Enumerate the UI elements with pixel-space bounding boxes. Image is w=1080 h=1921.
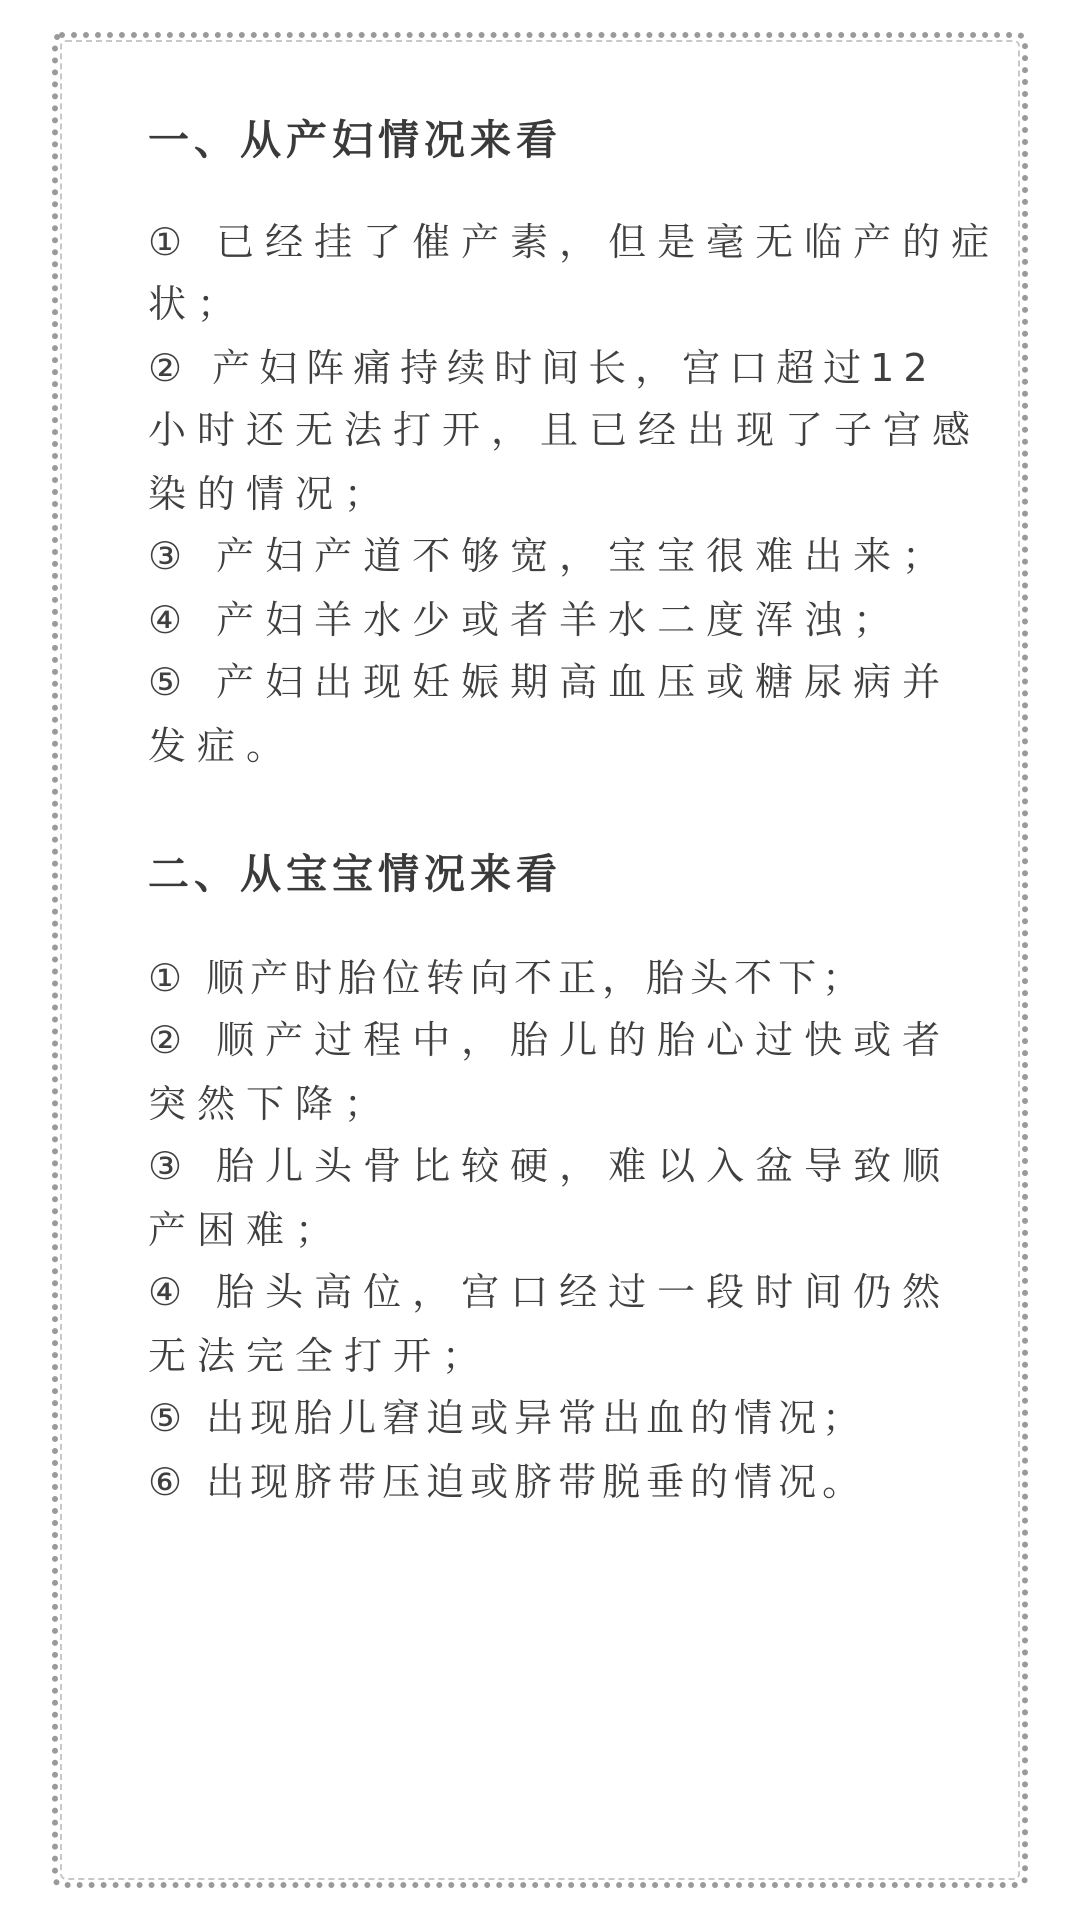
list-item-line: 产困难； bbox=[148, 1208, 345, 1252]
list-item-line: ⑤ 出现胎儿窘迫或异常出血的情况； bbox=[148, 1396, 867, 1440]
list-item-line: 小时还无法打开，且已经出现了子宫感 bbox=[148, 408, 982, 452]
list-item-line: ④ 胎头高位，宫口经过一段时间仍然 bbox=[148, 1270, 952, 1314]
list-item-line: 无法完全打开； bbox=[148, 1334, 492, 1378]
list-item-line: 发症。 bbox=[148, 724, 296, 768]
section-title-baby: 二、从宝宝情况来看 bbox=[148, 850, 562, 898]
list-item-line: 突然下降； bbox=[148, 1082, 394, 1126]
list-item-line: ① 顺产时胎位转向不正，胎头不下； bbox=[148, 956, 867, 1000]
list-item-line: ③ 胎儿头骨比较硬，难以入盆导致顺 bbox=[148, 1144, 952, 1188]
section-title-mother: 一、从产妇情况来看 bbox=[148, 116, 562, 164]
list-item-line: ② 产妇阵痛持续时间长，宫口超过12 bbox=[148, 346, 937, 390]
list-item-line: ⑥ 出现脐带压迫或脐带脱垂的情况。 bbox=[148, 1460, 867, 1504]
list-item-line: ③ 产妇产道不够宽，宝宝很难出来； bbox=[148, 534, 952, 578]
list-item-line: 染的情况； bbox=[148, 472, 394, 516]
list-item-line: ⑤ 产妇出现妊娠期高血压或糖尿病并 bbox=[148, 660, 952, 704]
list-item-line: ② 顺产过程中，胎儿的胎心过快或者 bbox=[148, 1018, 952, 1062]
list-item-line: ④ 产妇羊水少或者羊水二度浑浊； bbox=[148, 598, 903, 642]
list-item-line: ① 已经挂了催产素，但是毫无临产的症 bbox=[148, 220, 1001, 264]
list-item-line: 状； bbox=[148, 282, 247, 326]
